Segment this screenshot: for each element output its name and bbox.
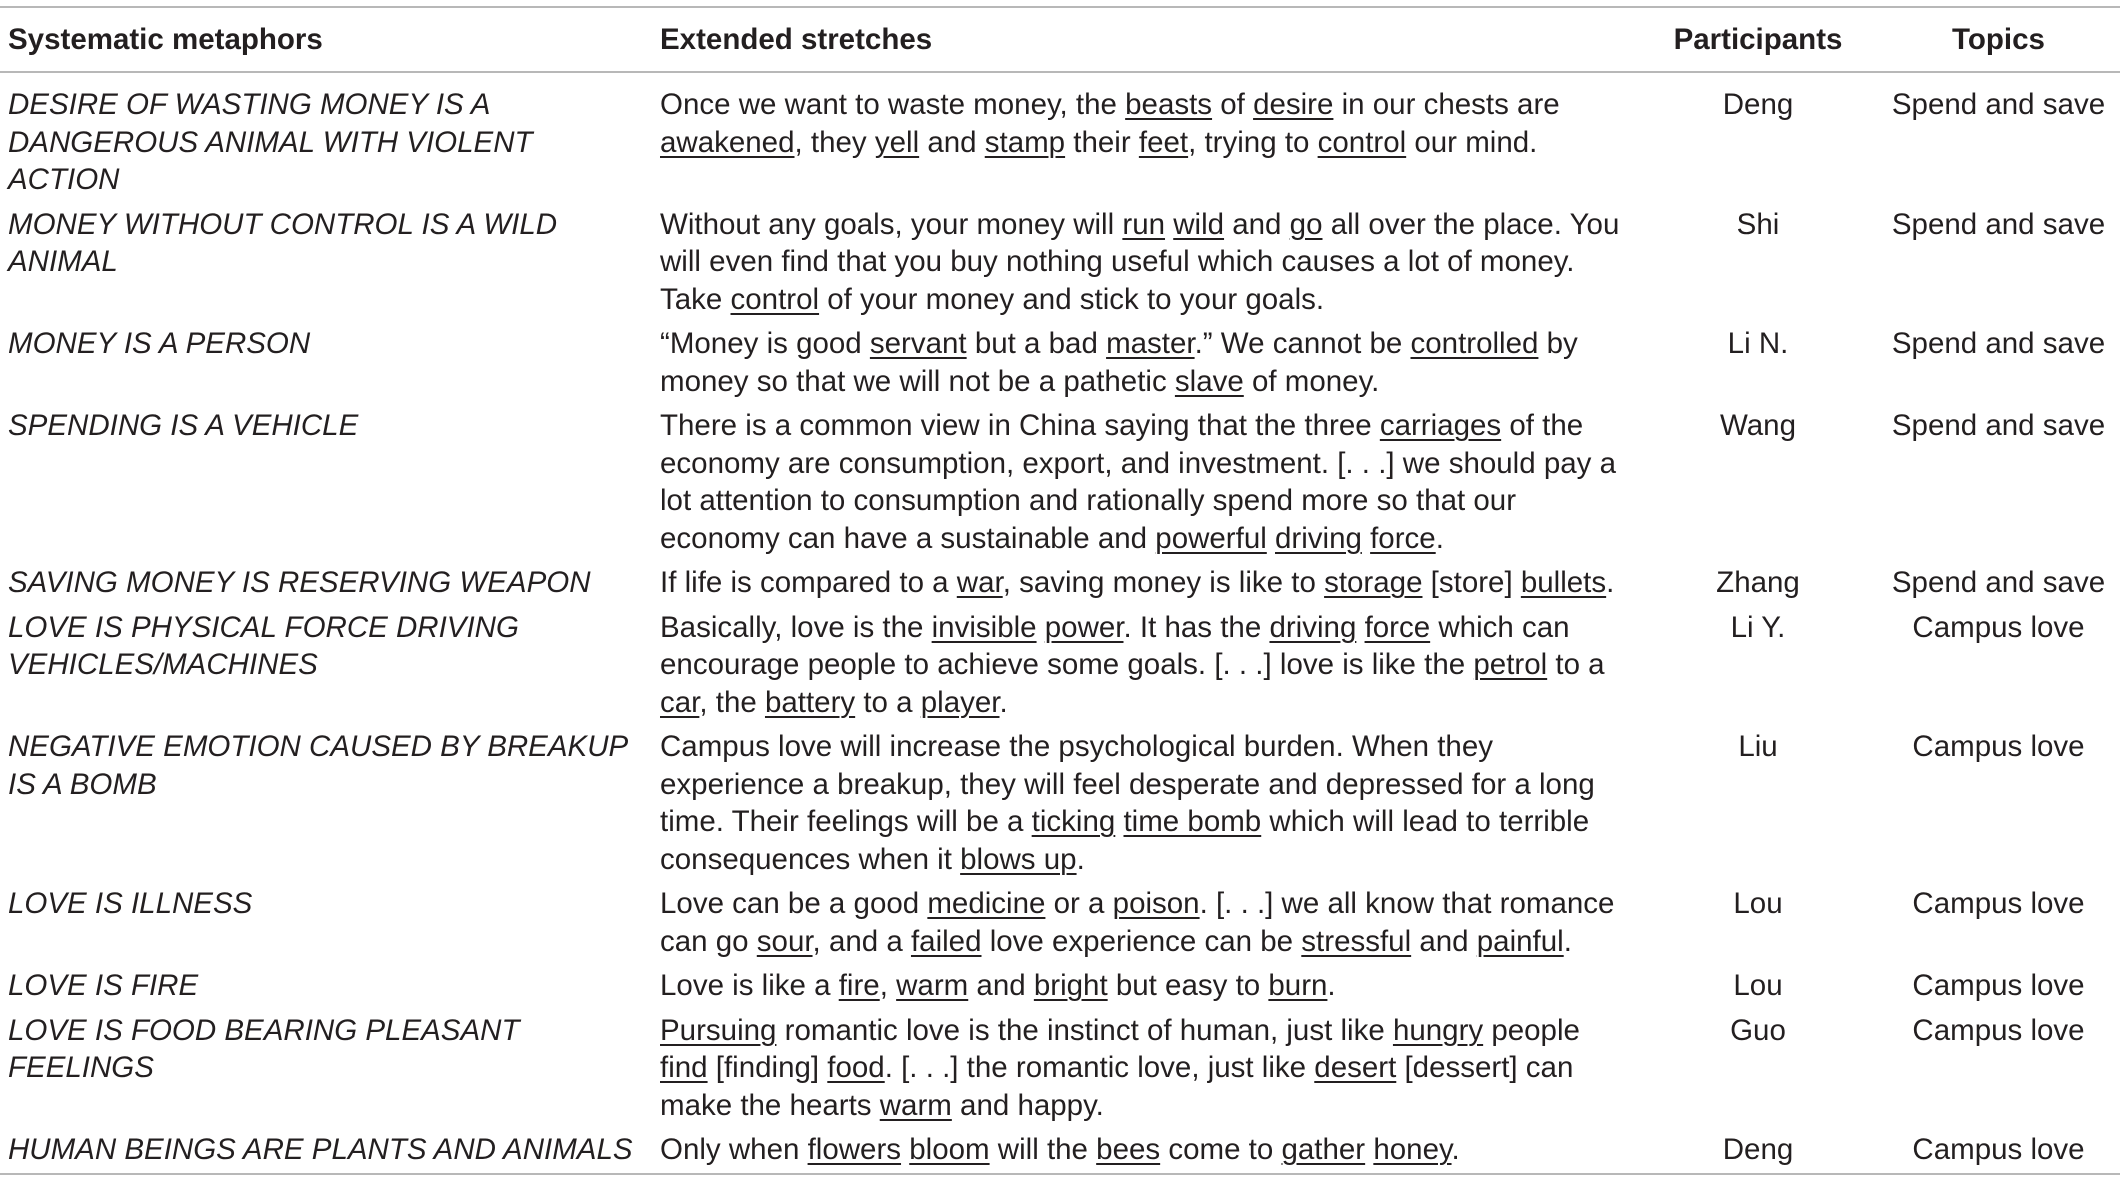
stretch-text: our mind. (1406, 125, 1538, 159)
underlined-metaphor-word: awakened (660, 125, 795, 159)
underlined-metaphor-word: Pursuing (660, 1013, 777, 1047)
stretch-text: all over the place. You will even find that you buy nothing useful which causes a lot of money. Take (660, 207, 1620, 316)
underlined-metaphor-word: find (660, 1051, 708, 1084)
table-row (0, 404, 2120, 561)
header-row (0, 7, 2120, 72)
stretch-text: Love can be a good (660, 887, 928, 920)
underlined-metaphor-word: sour (756, 924, 813, 958)
stretch-cell (652, 964, 1639, 1009)
stretch-text (1267, 522, 1275, 555)
stretch-text: , they (794, 125, 875, 159)
stretch-text: Once we want to waste money, the (660, 88, 1126, 121)
stretch-text: which can encourage people to achieve some goals. [. . .] love is like the (660, 610, 1570, 681)
underlined-metaphor-word: gather (1281, 1133, 1366, 1166)
table-row (0, 964, 2120, 1009)
stretch-text: .” We cannot be (1194, 327, 1411, 360)
underlined-metaphor-word: medicine (927, 887, 1046, 920)
stretch-text: . (1076, 842, 1085, 876)
participant-cell: Lou (1733, 887, 1783, 920)
underlined-metaphor-word: bullets (1520, 566, 1607, 599)
underlined-metaphor-word: ticking (1031, 805, 1116, 838)
stretch-text: . (1606, 566, 1615, 599)
table-row (0, 561, 2120, 606)
underlined-metaphor-word: food (827, 1051, 885, 1084)
metaphor-cell: DESIRE OF WASTING MONEY IS A DANGEROUS ANIMAL WITH VIOLENT ACTION (8, 88, 533, 196)
underlined-metaphor-word: player (920, 685, 1000, 719)
topic-cell: Campus love (1912, 969, 2085, 1002)
stretch-text: and (1224, 207, 1290, 241)
stretch-text: of your money and stick to your goals. (819, 282, 1325, 316)
stretch-text: If life is compared to a (660, 566, 957, 599)
stretch-text: . [. . .] the romantic love, just like (884, 1051, 1315, 1084)
underlined-metaphor-word: wild (1173, 207, 1225, 241)
table-row (0, 606, 2120, 726)
stretch-text: by money so that we will not be a pathetic (660, 327, 1578, 398)
topic-cell: Spend and save (1891, 88, 2106, 121)
underlined-metaphor-word: warm (896, 969, 969, 1002)
stretch-cell (652, 72, 1639, 203)
underlined-metaphor-word: bees (1096, 1133, 1161, 1166)
topic-cell: Campus love (1912, 1133, 2085, 1166)
table-row (0, 72, 2120, 203)
stretch-text: or a (1045, 887, 1113, 920)
underlined-metaphor-word: slave (1174, 364, 1244, 398)
stretch-text: of money. (1243, 364, 1380, 398)
underlined-metaphor-word: power (1044, 610, 1124, 644)
participant-cell: Li N. (1727, 327, 1789, 360)
stretch-text: Basically, love is the (660, 610, 932, 644)
topic-cell: Campus love (1912, 1013, 2085, 1047)
stretch-cell (652, 1009, 1639, 1129)
underlined-metaphor-word: poison (1112, 887, 1200, 920)
stretch-text: [store] (1422, 566, 1521, 599)
underlined-metaphor-word: feet (1138, 125, 1189, 159)
header-participants: Participants (1673, 22, 1843, 56)
stretch-text: to a (1547, 648, 1605, 681)
header-stretches: Extended stretches (660, 22, 933, 56)
underlined-metaphor-word: petrol (1473, 648, 1548, 681)
underlined-metaphor-word: force (1370, 521, 1436, 555)
underlined-metaphor-word: fire (838, 969, 880, 1002)
metaphor-cell: SAVING MONEY IS RESERVING WEAPON (8, 566, 591, 599)
stretch-text: which will lead to terrible consequences when it (660, 805, 1590, 876)
stretch-text: but easy to (1107, 969, 1269, 1002)
topic-cell: Campus love (1912, 887, 2085, 920)
stretch-cell (652, 882, 1639, 964)
underlined-metaphor-word: blows up (960, 842, 1077, 876)
stretch-text (1356, 611, 1364, 644)
stretch-text: of (1212, 88, 1254, 121)
metaphor-cell: LOVE IS ILLNESS (8, 887, 253, 920)
underlined-metaphor-word: flowers (807, 1133, 902, 1166)
underlined-metaphor-word: bright (1033, 969, 1108, 1002)
topic-cell: Spend and save (1891, 327, 2106, 360)
stretch-text: and (919, 125, 985, 159)
underlined-metaphor-word: car (660, 685, 700, 719)
underlined-metaphor-word: bloom (909, 1133, 990, 1166)
underlined-metaphor-word: control (730, 282, 820, 316)
stretch-text: . (1327, 969, 1336, 1002)
stretch-cell (652, 203, 1639, 323)
underlined-metaphor-word: driving (1275, 521, 1362, 555)
topic-cell: Campus love (1912, 730, 2085, 763)
stretch-text: people (1483, 1013, 1580, 1047)
stretch-text: their (1065, 125, 1139, 159)
underlined-metaphor-word: go (1289, 207, 1323, 241)
stretch-text: to a (855, 685, 921, 719)
stretch-text: , saving money is like to (1002, 566, 1325, 599)
stretch-text (1362, 522, 1370, 555)
participant-cell: Zhang (1716, 566, 1800, 599)
underlined-metaphor-word: desert (1314, 1051, 1397, 1084)
stretch-text: and happy. (951, 1088, 1104, 1122)
stretch-text: of the economy are consumption, export, and investment. [. . .] we should pay a lot attention to consumption and rationally spend more so that our economy can have a sustainable and (660, 409, 1616, 555)
stretch-text: . (1451, 1133, 1460, 1166)
stretch-text: and (1411, 924, 1477, 958)
stretch-text: , and a (812, 924, 911, 958)
stretch-text (1037, 611, 1045, 644)
stretch-text: , trying to (1188, 125, 1318, 159)
stretch-text: Love is like a (660, 969, 839, 1002)
stretch-text: and (968, 969, 1034, 1002)
metaphor-cell: MONEY IS A PERSON (8, 327, 311, 360)
underlined-metaphor-word: carriages (1379, 409, 1502, 442)
stretch-text (901, 1133, 909, 1166)
metaphor-cell: NEGATIVE EMOTION CAUSED BY BREAKUP IS A BOMB (8, 730, 628, 801)
metaphor-cell: LOVE IS PHYSICAL FORCE DRIVING VEHICLES/MACHINES (8, 610, 519, 681)
stretch-text: romantic love is the instinct of human, just like (776, 1013, 1393, 1047)
table-row (0, 1128, 2120, 1174)
table-row (0, 203, 2120, 323)
participant-cell: Shi (1736, 207, 1780, 241)
participant-cell: Lou (1733, 969, 1783, 1002)
stretch-text: . (1563, 924, 1572, 958)
participant-cell: Wang (1720, 409, 1796, 442)
underlined-metaphor-word: servant (869, 327, 967, 360)
underlined-metaphor-word: controlled (1410, 327, 1539, 360)
underlined-metaphor-word: stamp (984, 125, 1066, 159)
stretch-text: [dessert] can make the hearts (660, 1051, 1574, 1122)
underlined-metaphor-word: battery (764, 685, 856, 719)
stretch-text: come to (1160, 1133, 1282, 1166)
stretch-text: “Money is good (660, 327, 870, 360)
header-metaphors: Systematic metaphors (8, 22, 323, 56)
table-row (0, 322, 2120, 404)
topic-cell: Spend and save (1891, 409, 2106, 442)
stretch-text: . [. . .] we all know that romance can go (660, 887, 1615, 958)
underlined-metaphor-word: force (1364, 610, 1431, 644)
underlined-metaphor-word: run (1122, 207, 1166, 241)
underlined-metaphor-word: master (1106, 327, 1195, 360)
underlined-metaphor-word: beasts (1125, 88, 1213, 121)
underlined-metaphor-word: driving (1269, 610, 1357, 644)
stretch-text: Only when (660, 1133, 808, 1166)
metaphor-cell: MONEY WITHOUT CONTROL IS A WILD ANIMAL (8, 207, 558, 278)
underlined-metaphor-word: painful (1476, 924, 1564, 958)
stretch-text: in our chests are (1333, 88, 1560, 121)
underlined-metaphor-word: powerful (1155, 521, 1267, 555)
stretch-cell (652, 606, 1639, 726)
topic-cell: Campus love (1912, 610, 2085, 644)
underlined-metaphor-word: war (956, 566, 1003, 599)
underlined-metaphor-word: hungry (1392, 1013, 1484, 1047)
participant-cell: Deng (1722, 88, 1794, 121)
metaphor-cell: HUMAN BEINGS ARE PLANTS AND ANIMALS (8, 1133, 633, 1166)
underlined-metaphor-word: honey (1373, 1133, 1452, 1166)
participant-cell: Deng (1722, 1133, 1794, 1166)
stretch-text: will the (989, 1133, 1097, 1166)
metaphor-table-container (0, 6, 2120, 1175)
stretch-cell (652, 561, 1639, 606)
stretch-text: but a bad (966, 327, 1107, 360)
underlined-metaphor-word: time bomb (1123, 805, 1262, 838)
stretch-text: Without any goals, your money will (660, 207, 1123, 241)
participant-cell: Li Y. (1730, 610, 1786, 644)
stretch-text: , the (699, 685, 765, 719)
metaphor-cell: LOVE IS FIRE (8, 969, 199, 1002)
stretch-text: . It has the (1123, 610, 1270, 644)
table-body (0, 72, 2120, 1174)
stretch-text (1165, 208, 1173, 241)
topic-cell: Spend and save (1891, 207, 2106, 241)
participant-cell: Liu (1738, 730, 1778, 763)
participant-cell: Guo (1730, 1013, 1786, 1047)
underlined-metaphor-word: control (1317, 125, 1407, 159)
metaphor-cell: SPENDING IS A VEHICLE (8, 409, 359, 442)
metaphor-cell: LOVE IS FOOD BEARING PLEASANT FEELINGS (8, 1013, 520, 1084)
stretch-text: [finding] (707, 1051, 828, 1084)
stretch-text: Campus love will increase the psychological burden. When they experience a breakup, they will feel desperate and depressed for a long time. Their feelings will be a (660, 730, 1595, 838)
stretch-cell (652, 1128, 1639, 1174)
header-topics: Topics (1952, 22, 2045, 56)
stretch-text: . (1435, 521, 1444, 555)
stretch-cell (652, 322, 1639, 404)
table-row (0, 1009, 2120, 1129)
underlined-metaphor-word: desire (1253, 88, 1334, 121)
metaphor-table (0, 6, 2120, 1175)
stretch-text: , (879, 969, 897, 1002)
stretch-cell (652, 404, 1639, 561)
underlined-metaphor-word: failed (910, 924, 982, 958)
underlined-metaphor-word: yell (874, 125, 920, 159)
underlined-metaphor-word: warm (879, 1088, 952, 1122)
stretch-text: . (999, 685, 1008, 719)
table-row (0, 725, 2120, 882)
underlined-metaphor-word: burn (1268, 969, 1328, 1002)
underlined-metaphor-word: storage (1324, 566, 1423, 599)
table-row (0, 882, 2120, 964)
underlined-metaphor-word: stressful (1301, 924, 1412, 958)
underlined-metaphor-word: invisible (931, 610, 1037, 644)
topic-cell: Spend and save (1891, 566, 2106, 599)
stretch-cell (652, 725, 1639, 882)
stretch-text: love experience can be (981, 924, 1302, 958)
stretch-text: There is a common view in China saying that the three (660, 409, 1380, 442)
